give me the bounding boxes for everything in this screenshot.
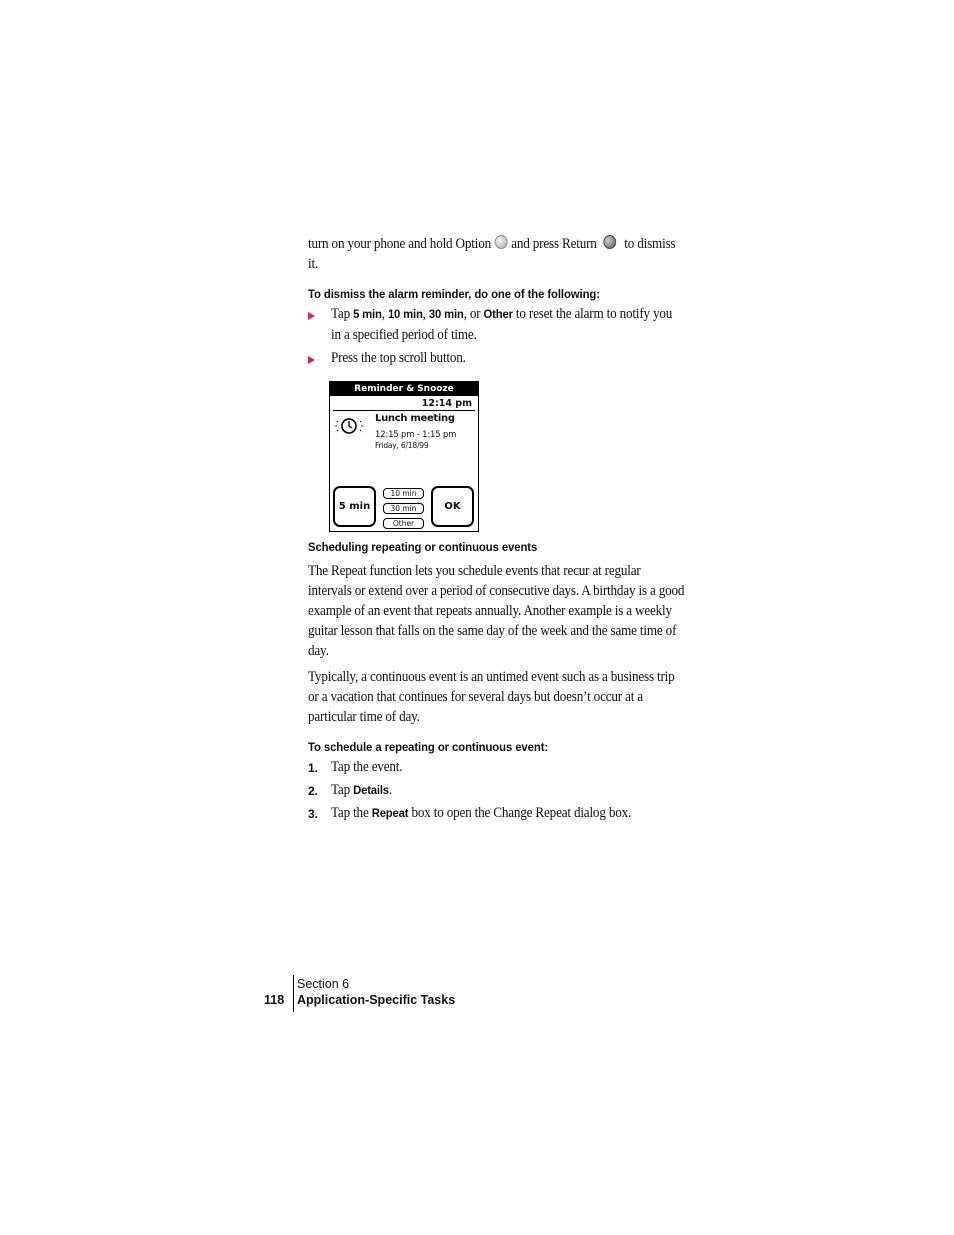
bullet-1-line-2: in a specified period of time. — [331, 327, 477, 343]
step-3 — [331, 803, 631, 823]
snooze-5min-button[interactable]: 5 min — [333, 486, 376, 527]
bullet-1-line-1 — [331, 304, 672, 324]
keyword-other: Other — [483, 307, 513, 321]
bullet-1-text: Tap — [331, 306, 354, 322]
keyword-10min: 10 min — [387, 307, 423, 321]
paragraph-line: or a vacation that continues for several days but doesn’t occur at a — [308, 689, 643, 705]
keyword-repeat: Repeat — [371, 806, 409, 820]
step-number: 1. — [308, 761, 319, 775]
event-name: Lunch meeting — [375, 413, 455, 424]
page-number: 118 — [264, 993, 285, 1007]
event-date: Friday, 6/18/99 — [375, 441, 429, 450]
separator: , — [422, 306, 429, 322]
screen-time: 12:14 pm — [421, 398, 472, 409]
arrow-bullet-icon — [308, 356, 315, 364]
reminder-snooze-screen — [329, 381, 479, 532]
snooze-other-button[interactable]: Other — [383, 518, 424, 529]
paragraph-line: Typically, a continuous event is an untimed event such as a business trip — [308, 669, 675, 685]
separator: , or — [463, 306, 484, 322]
paragraph-line: particular time of day. — [308, 709, 420, 725]
paragraph-line: intervals or extend over a period of consecutive days. A birthday is a good — [308, 583, 685, 599]
paragraph-line: guitar lesson that falls on the same day of the week and the same time of — [308, 623, 677, 639]
paragraph-1 — [308, 561, 684, 661]
bullet-2: Press the top scroll button. — [331, 350, 466, 366]
step-number: 2. — [308, 784, 319, 798]
step-text: box to open the Change Repeat dialog box. — [408, 805, 632, 821]
step-text: Tap — [331, 782, 354, 798]
paragraph-line: example of an event that repeats annually. Another example is a weekly — [308, 603, 672, 619]
scheduling-heading: Scheduling repeating or continuous events — [308, 540, 538, 554]
intro-line-1 — [308, 234, 675, 254]
keyword-details: Details — [353, 783, 389, 797]
option-button-icon — [495, 235, 508, 249]
step-text: Tap the — [331, 805, 372, 821]
separator: , — [381, 306, 388, 322]
snooze-30min-button[interactable]: 30 min — [383, 503, 424, 514]
step-number: 3. — [308, 807, 319, 821]
ok-button[interactable]: OK — [431, 486, 474, 527]
intro-text-3: to dismiss — [624, 236, 676, 252]
paragraph-line: day. — [308, 643, 329, 659]
paragraph-2 — [308, 667, 675, 727]
footer-section: Section 6 — [297, 977, 350, 991]
intro-line-2: it. — [308, 256, 319, 272]
snooze-10min-button[interactable]: 10 min — [383, 488, 424, 499]
screen-title: Reminder & Snooze — [330, 382, 478, 396]
step-text: . — [388, 782, 393, 798]
event-time-range: 12:15 pm - 1:15 pm — [375, 430, 457, 440]
alarm-clock-icon — [334, 415, 364, 437]
return-button-icon — [603, 235, 616, 249]
step-2 — [331, 780, 392, 800]
step-1: Tap the event. — [331, 759, 403, 775]
arrow-bullet-icon — [308, 312, 315, 320]
keyword-30min: 30 min — [428, 307, 464, 321]
divider — [333, 410, 475, 411]
procedure-heading: To schedule a repeating or continuous event: — [308, 740, 549, 754]
intro-text-2: and press Return — [511, 236, 597, 252]
intro-text-1: turn on your phone and hold Option — [308, 236, 491, 252]
bullet-1-text: to reset the alarm to notify you — [512, 306, 673, 322]
paragraph-line: The Repeat function lets you schedule events that recur at regular — [308, 563, 641, 579]
dismiss-heading: To dismiss the alarm reminder, do one of the following: — [308, 287, 600, 301]
footer-chapter-title: Application-Specific Tasks — [297, 993, 456, 1007]
footer-divider — [293, 975, 294, 1012]
keyword-5min: 5 min — [353, 307, 382, 321]
